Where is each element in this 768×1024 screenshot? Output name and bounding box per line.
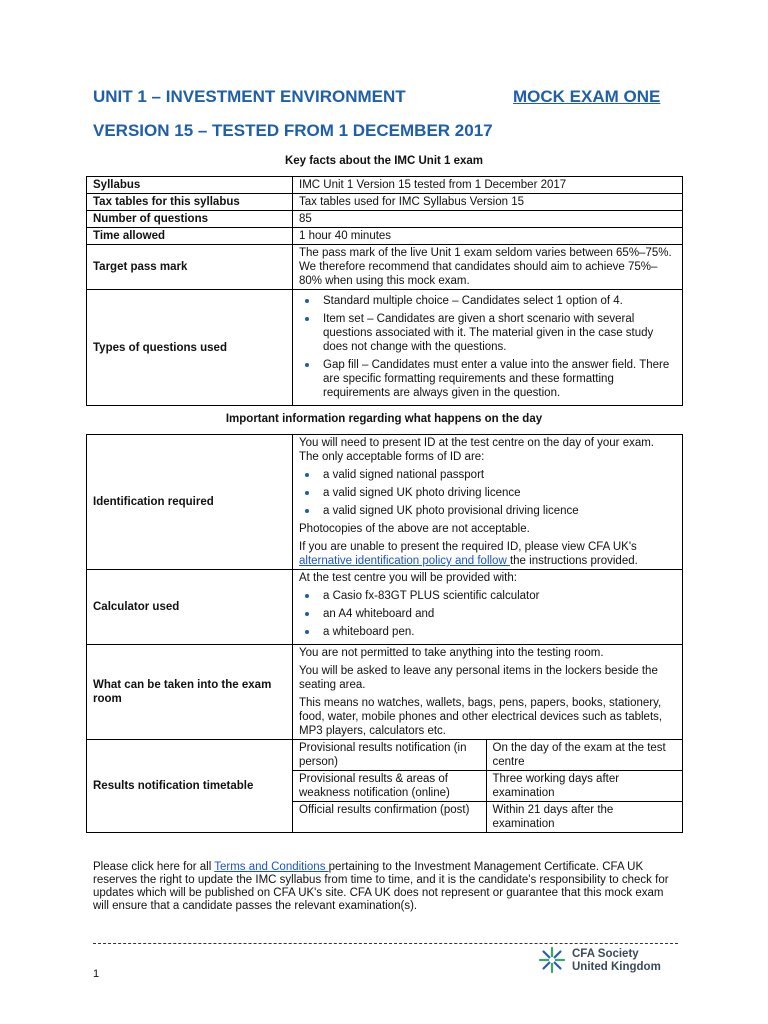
list-item [299,504,676,518]
footer-divider [93,943,678,944]
bullet-icon [305,317,309,321]
time-value: 1 hour 40 minutes [293,228,683,245]
key-facts-title: Key facts about the IMC Unit 1 exam [284,155,484,167]
list-item-text: a Casio fx-83GT PLUS scientific calculator [323,590,540,602]
table-row [87,177,683,194]
mock-exam-title: MOCK EXAM ONE [513,87,661,106]
list-item [299,468,676,482]
list-item [299,625,676,639]
exam-room-p2: You will be asked to leave any personal items in the lockers beside the seating area. [299,665,658,691]
syllabus-value: IMC Unit 1 Version 15 tested from 1 December 2017 [293,177,683,194]
bullet-icon [305,612,309,616]
page-number: 1 [93,968,100,980]
logo-line-2: United Kingdom [572,960,661,973]
list-item-text: a valid signed UK photo driving licence [323,487,521,499]
question-types-list [299,294,676,400]
exam-room-p1: You are not permitted to take anything into the testing room. [299,647,604,659]
results-when: On the day of the exam at the test centre [486,740,683,771]
table-row [293,771,683,802]
table-row [87,645,683,740]
list-item-text: a whiteboard pen. [323,626,415,638]
table-row [87,290,683,406]
list-item [299,358,676,400]
list-item [299,312,676,354]
header-row [93,87,673,109]
id-policy-text-end: the instructions provided. [509,555,638,567]
terms-text: Please click here for all [93,861,215,873]
pass-mark-value: The pass mark of the live Unit 1 exam seldom varies between 65%–75%. We therefore recommend that candidates should aim to achieve 75%–80% when using this mock exam. [293,245,683,290]
day-info-table [86,434,683,833]
key-facts-table [86,176,683,406]
results-when: Within 21 days after the examination [486,802,683,833]
exam-room-p3: This means no watches, wallets, bags, pens, papers, books, stationery, food, water, mobile phones and other electrical devices such as tablets, MP3 players, calculators etc. [299,697,663,737]
table-row [87,245,683,290]
questions-label: Number of questions [87,211,293,228]
cfa-logo-text [572,948,661,973]
table-row [293,802,683,833]
list-item [299,294,676,308]
id-intro: You will need to present ID at the test centre on the day of your exam. The only acceptable forms of ID are: [299,437,655,463]
id-value [293,435,683,570]
bullet-icon [305,509,309,513]
exam-room-label: What can be taken into the exam room [87,645,293,740]
calculator-label: Calculator used [87,570,293,645]
results-subtable [293,740,683,832]
table-row [87,228,683,245]
table-row [87,194,683,211]
bullet-icon [305,630,309,634]
tax-value: Tax tables used for IMC Syllabus Version 15 [293,194,683,211]
bullet-icon [305,491,309,495]
question-types-label: Types of questions used [87,290,293,406]
list-item [299,486,676,500]
list-item-text: an A4 whiteboard and [323,608,435,620]
calculator-list [299,589,676,639]
results-item: Official results confirmation (post) [293,802,486,833]
id-policy [299,540,676,568]
bullet-icon [305,594,309,598]
id-list [299,468,676,518]
terms-text-end: pertaining to the Investment Management Certificate. CFA UK reserves the right to update the IMC syllabus from time to time, and it is the candidate's responsibility to check for updates which will be published on CFA UK's site. CFA UK does not represent or guarantee that this mock exam will ensure that a candidate passes the relevant examination(s). [93,861,669,912]
list-item-text: Item set – Candidates are given a short scenario with several questions associated with it. The material given in the case study does not change with the questions. [323,313,654,353]
day-info-title: Important information regarding what happens on the day [225,413,543,425]
id-policy-link[interactable]: alternative identification policy and follow [299,555,510,567]
cfa-logo-icon [538,946,566,974]
unit-title: UNIT 1 – INVESTMENT ENVIRONMENT [93,87,406,106]
terms-link[interactable]: Terms and Conditions [214,861,329,873]
id-photocopies: Photocopies of the above are not acceptable. [299,523,530,535]
list-item [299,589,676,603]
logo-line-1: CFA Society [572,948,639,960]
results-label: Results notification timetable [87,740,293,833]
list-item-text: Gap fill – Candidates must enter a value into the answer field. There are specific formatting requirements and these formatting requirements are always given in the question. [323,359,670,399]
list-item-text: a valid signed national passport [323,469,485,481]
table-row [87,570,683,645]
version-title: VERSION 15 – TESTED FROM 1 DECEMBER 2017 [93,121,493,140]
bullet-icon [305,473,309,477]
id-policy-text: If you are unable to present the required ID, please view CFA UK's [299,541,637,553]
table-row [293,740,683,771]
exam-room-value [293,645,683,740]
list-item [299,607,676,621]
list-item-text: a valid signed UK photo provisional driving licence [323,505,579,517]
calculator-intro: At the test centre you will be provided with: [299,572,517,584]
results-when: Three working days after examination [486,771,683,802]
question-types-value [293,290,683,406]
results-value [293,740,683,833]
results-item: Provisional results notification (in person) [293,740,486,771]
list-item-text: Standard multiple choice – Candidates select 1 option of 4. [323,295,623,307]
pass-mark-label: Target pass mark [87,245,293,290]
syllabus-label: Syllabus [87,177,293,194]
tax-label: Tax tables for this syllabus [87,194,293,211]
table-row [87,740,683,833]
bullet-icon [305,299,309,303]
calculator-value [293,570,683,645]
results-item: Provisional results & areas of weakness notification (online) [293,771,486,802]
table-row [87,435,683,570]
table-row [87,211,683,228]
questions-value: 85 [293,211,683,228]
bullet-icon [305,363,309,367]
id-label: Identification required [87,435,293,570]
cfa-logo [538,946,678,976]
time-label: Time allowed [87,228,293,245]
terms-paragraph [93,861,673,913]
